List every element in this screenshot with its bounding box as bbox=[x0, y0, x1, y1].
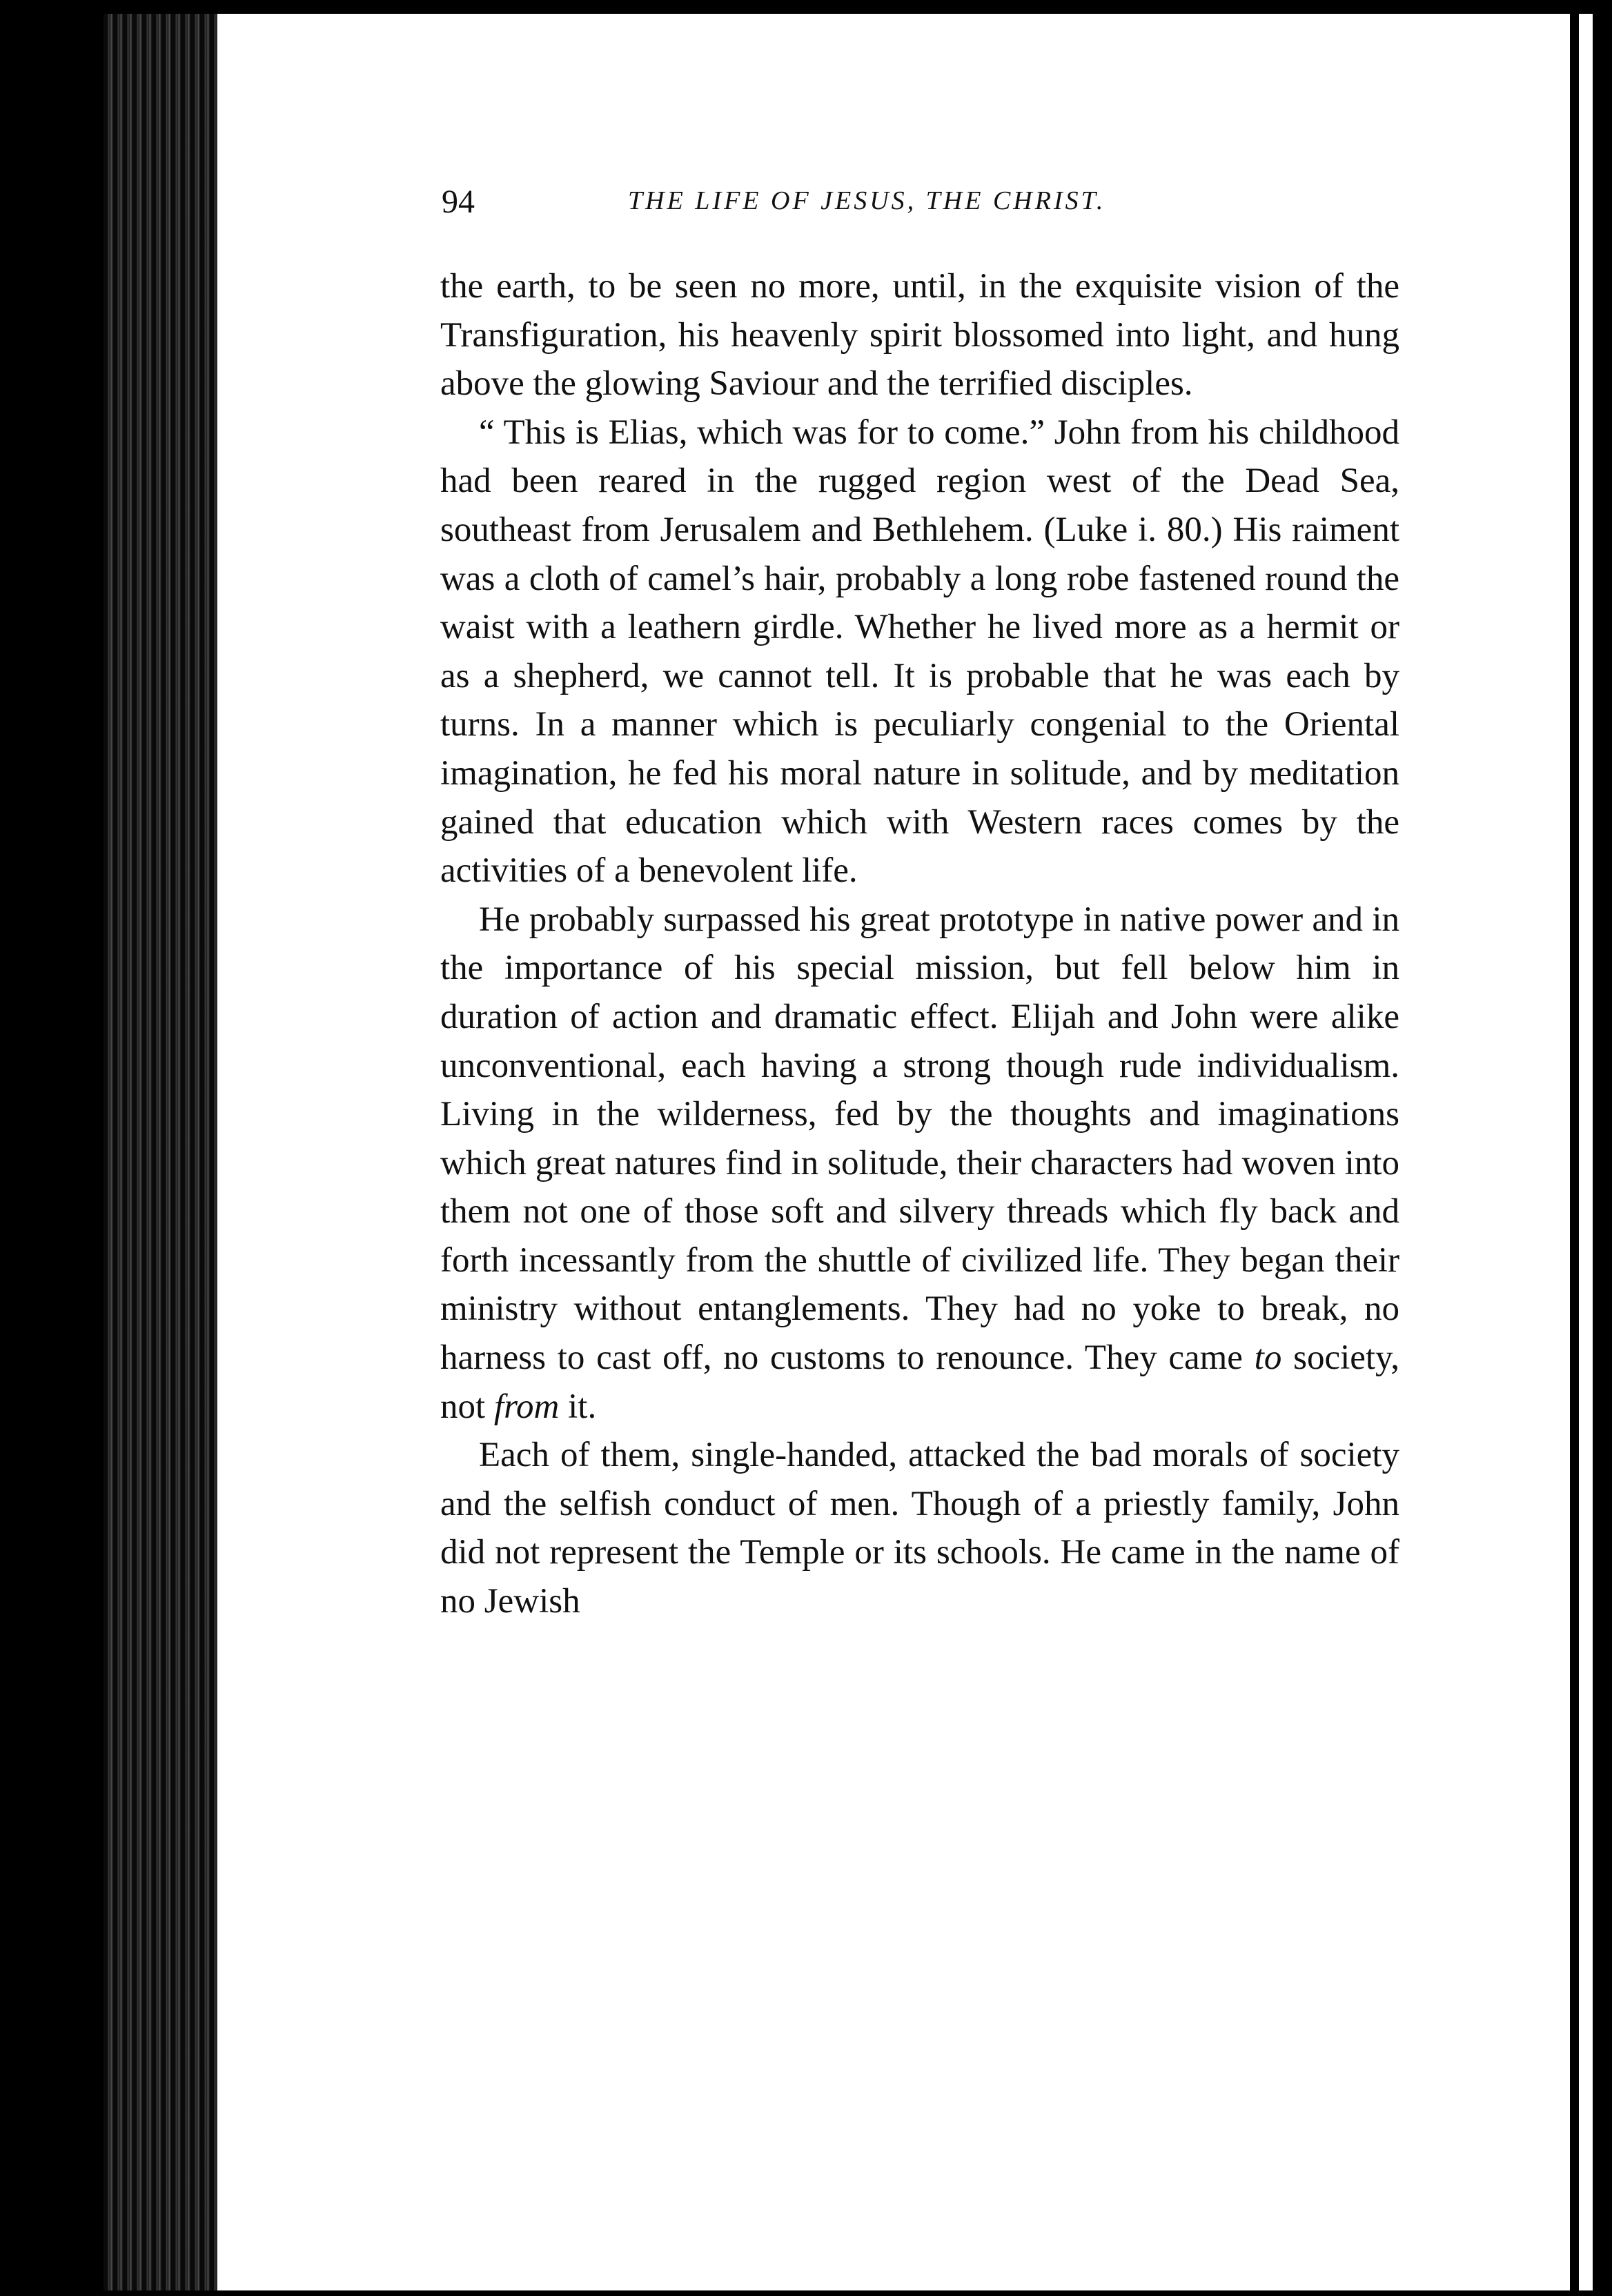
paragraph-3-end: it. bbox=[559, 1387, 597, 1426]
paragraph-3-mid: society, not bbox=[440, 1338, 1399, 1426]
paragraph-4: Each of them, single-handed, attacked the bad morals of society and the selfish conduct of men. Though of a priestly family, John did not represent the Temple or its schools. He came in the name of no Jewish bbox=[440, 1436, 1399, 1621]
running-title: THE LIFE OF JESUS, THE CHRIST. bbox=[628, 186, 1106, 215]
paragraph-3-text: He probably surpassed his great prototype in native power and in the importance of his special mission, but fell below him in duration of action and dramatic effect. Elijah and John were alike unconventional, each having a strong though rude individualism. Living in the wilderness, fed by the thoughts and imaginations which great natures find in solitude, their characters had woven into them not one of those soft and silvery threads which fly back and forth incessantly from the shuttle of civilized life. They began their ministry without entanglements. They had no yoke to break, no harness to cast off, no customs to renounce. They came bbox=[440, 900, 1399, 1378]
page-number: 94 bbox=[442, 184, 475, 220]
body-text bbox=[440, 262, 1399, 1626]
paragraph-1: the earth, to be seen no more, until, in the exquisite vision of the Transfiguration, his heavenly spirit blossomed into light, and hung above the glowing Saviour and the terrified disciples. bbox=[440, 267, 1399, 404]
running-head bbox=[442, 183, 1394, 231]
italic-from: from bbox=[493, 1387, 560, 1426]
book-page-edges bbox=[104, 14, 221, 2290]
italic-to: to bbox=[1254, 1338, 1282, 1378]
facing-page-edge bbox=[1575, 14, 1593, 2290]
paragraph-3 bbox=[440, 895, 1399, 1432]
paragraph-2: “ This is Elias, which was for to come.” John from his childhood had been reared in the rugged region west of the Dead Sea, southeast from Jerusalem and Bethlehem. (Luke i. 80.) His raiment was a cloth of camel’s hair, probably a long robe fastened round the waist with a leathern girdle. Whether he lived more as a hermit or as a shepherd, we cannot tell. It is probable that he was each by turns. In a manner which is peculiarly congenial to the Oriental imagination, he fed his moral nature in solitude, and by meditation gained that education which with Western races comes by the activities of a benevolent life. bbox=[440, 413, 1399, 891]
